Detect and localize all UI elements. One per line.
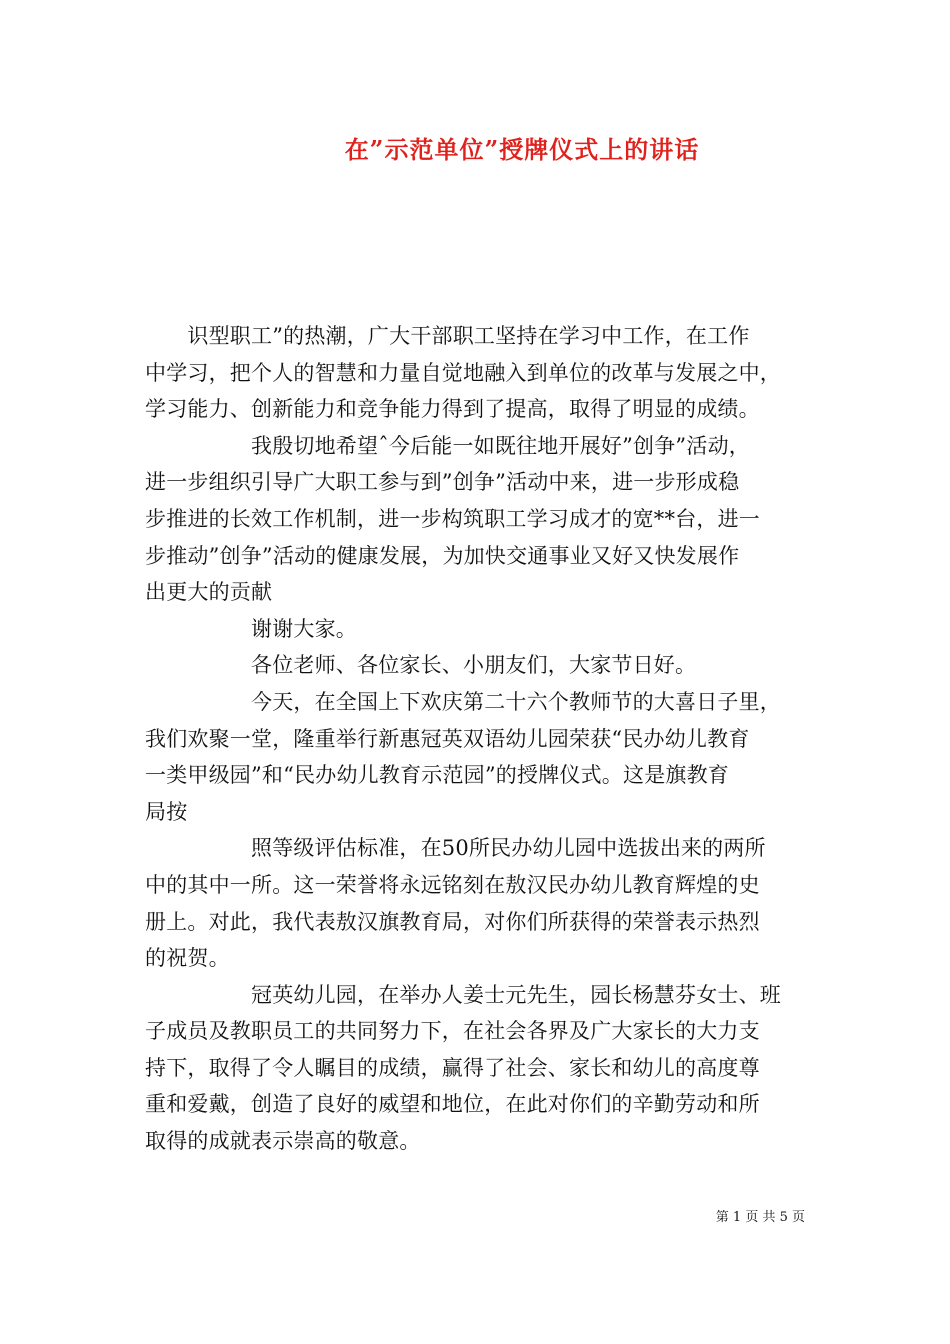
page-number: 第 1 页 共 5 页 [715,1210,805,1225]
document-title: 在”示范单位”授牌仪式上的讲话 [344,135,700,164]
document-body: 识型职工”的热潮，广大干部职工坚持在学习中工作，在工作 中学习，把个人的智慧和力量自觉地融入到单位的改革与发展之中， 学习能力、创新能力和竞争能力得到了提高，取得了明显的成绩。 我殷切地希望ˆ今后能一如既往地开展好”创争”活动， 进一步组织引导广大职工参与到”创争”活动中来，进一步形成稳 步推进的长效工作机制，进一步构筑职工学习成才的宽**台，进一 步推动”创争”活动的健康发展，为加快交通事业又好又快发展作 出更大的贡献 谢谢大家。 各位老师、各位家长、小朋友们，大家节日好。 今天，在全国上下欢庆第二十六个教师节的大喜日子里， 我们欢聚一堂，隆重举行新惠冠英双语幼儿园荣获“民办幼儿教育 一类甲级园”和“民办幼儿教育示范园”的授牌仪式。这是旗教育 局按 照等级评估标准，在50所民办幼儿园中选拔出来的两所 中的其中一所。这一荣誉将永远铭刻在敖汉民办幼儿教育辉煌的史 册上。对此，我代表敖汉旗教育局，对你们所获得的荣誉表示热烈 的祝贺。 冠英幼儿园，在举办人姜士元先生，园长杨慧芬女士、班 子成员及教职员工的共同努力下，在社会各界及广大家长的大力支 持下，取得了令人瞩目的成绩，赢得了社会、家长和幼儿的高度尊 重和爱戴，创造了良好的威望和地位，在此对你们的辛勤劳动和所 取得的成就表示崇高的敬意。 [145,324,781,1154]
